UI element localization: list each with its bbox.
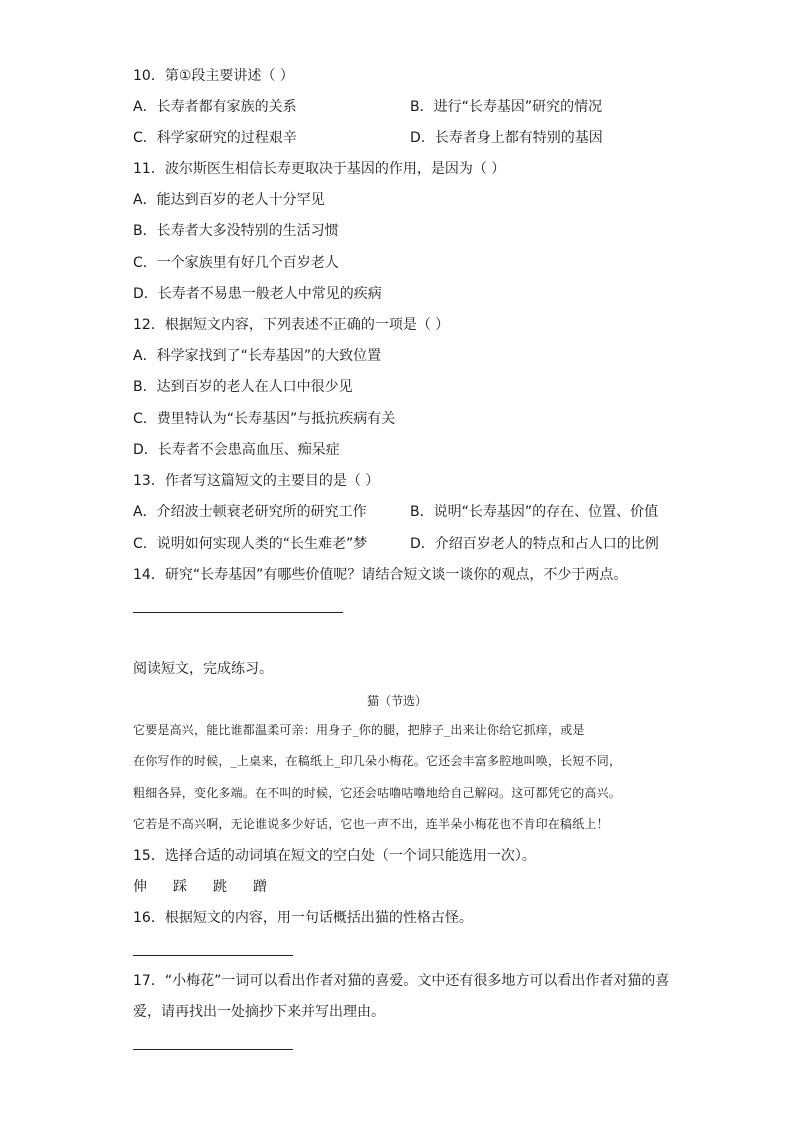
verb-option: 踩 [173, 879, 187, 895]
q10-option-c: C．科学家研究的过程艰辛 [133, 130, 297, 146]
q12-stem: 12．根据短文内容，下列表述不正确的一项是（ ） [133, 317, 450, 333]
q11-stem: 11．波尔斯医生相信长寿更取决于基因的作用，是因为（ ） [133, 161, 506, 177]
q13-option-b: B．说明“长寿基因”的存在、位置、价值 [410, 504, 659, 520]
q13-option-d: D．介绍百岁老人的特点和占人口的比例 [410, 536, 659, 552]
passage-line-2: 在你写作的时候，_上桌来，在稿纸上_印几朵小梅花。它还会丰富多腔地叫唤，长短不同， [133, 754, 622, 768]
reading-instruction: 阅读短文，完成练习。 [133, 661, 273, 677]
q10-stem: 10．第①段主要讲述（ ） [133, 68, 294, 84]
q12-option-a: A．科学家找到了“长寿基因”的大致位置 [133, 348, 382, 364]
passage-title: 猫（节选） [366, 694, 427, 708]
q15-stem: 15．选择合适的动词填在短文的空白处（一个词只能选用一次）。 [133, 848, 536, 864]
q11-option-b: B．长寿者大多没特别的生活习惯 [133, 223, 339, 239]
q11-option-d: D．长寿者不易患一般老人中常见的疾病 [133, 286, 382, 302]
q17-stem-line-2: 爱，请再找出一处摘抄下来并写出理由。 [133, 1004, 385, 1020]
q13-option-c: C．说明如何实现人类的“长生难老”梦 [133, 536, 368, 552]
q10-option-a: A．长寿者都有家族的关系 [133, 99, 297, 115]
passage-line-1: 它要是高兴，能比谁都温柔可亲：用身子_你的腿，把脖子_出来让你给它抓痒，或是 [133, 723, 585, 737]
q12-option-b: B．达到百岁的老人在人口中很少见 [133, 379, 353, 395]
q10-option-d: D．长寿者身上都有特别的基因 [410, 130, 603, 146]
q12-option-d: D．长寿者不会患高血压、痴呆症 [133, 442, 340, 458]
passage-line-3: 粗细各异，变化多端。在不叫的时候，它还会咕噜咕噜地给自己解闷。这可都凭它的高兴。 [133, 786, 622, 800]
q15-verb-list [133, 877, 293, 897]
q13-option-a: A．介绍波士顿衰老研究所的研究工作 [133, 504, 367, 520]
q11-option-c: C．一个家族里有好几个百岁老人 [133, 255, 339, 271]
verb-option: 跳 [213, 879, 227, 895]
q12-option-c: C．费里特认为“长寿基因”与抵抗疾病有关 [133, 411, 396, 427]
q16-stem: 16．根据短文的内容，用一句话概括出猫的性格古怪。 [133, 910, 473, 926]
q14-answer-line[interactable] [133, 612, 343, 613]
q14-stem: 14．研究“长寿基因”有哪些价值呢？请结合短文谈一谈你的观点，不少于两点。 [133, 567, 628, 583]
verb-option: 伸 [133, 879, 147, 895]
verb-option: 蹭 [253, 879, 267, 895]
q17-answer-line[interactable] [133, 1049, 293, 1050]
q16-answer-line[interactable] [133, 955, 293, 956]
q13-stem: 13．作者写这篇短文的主要目的是（ ） [133, 473, 380, 489]
passage-line-4: 它若是不高兴啊，无论谁说多少好话，它也一声不出，连半朵小梅花也不肯印在稿纸上！ [133, 817, 609, 831]
q11-option-a: A．能达到百岁的老人十分罕见 [133, 192, 325, 208]
q10-option-b: B．进行“长寿基因”研究的情况 [410, 99, 603, 115]
q17-stem-line-1: 17．“小梅花”一词可以看出作者对猫的喜爱。文中还有很多地方可以看出作者对猫的喜 [133, 973, 670, 989]
